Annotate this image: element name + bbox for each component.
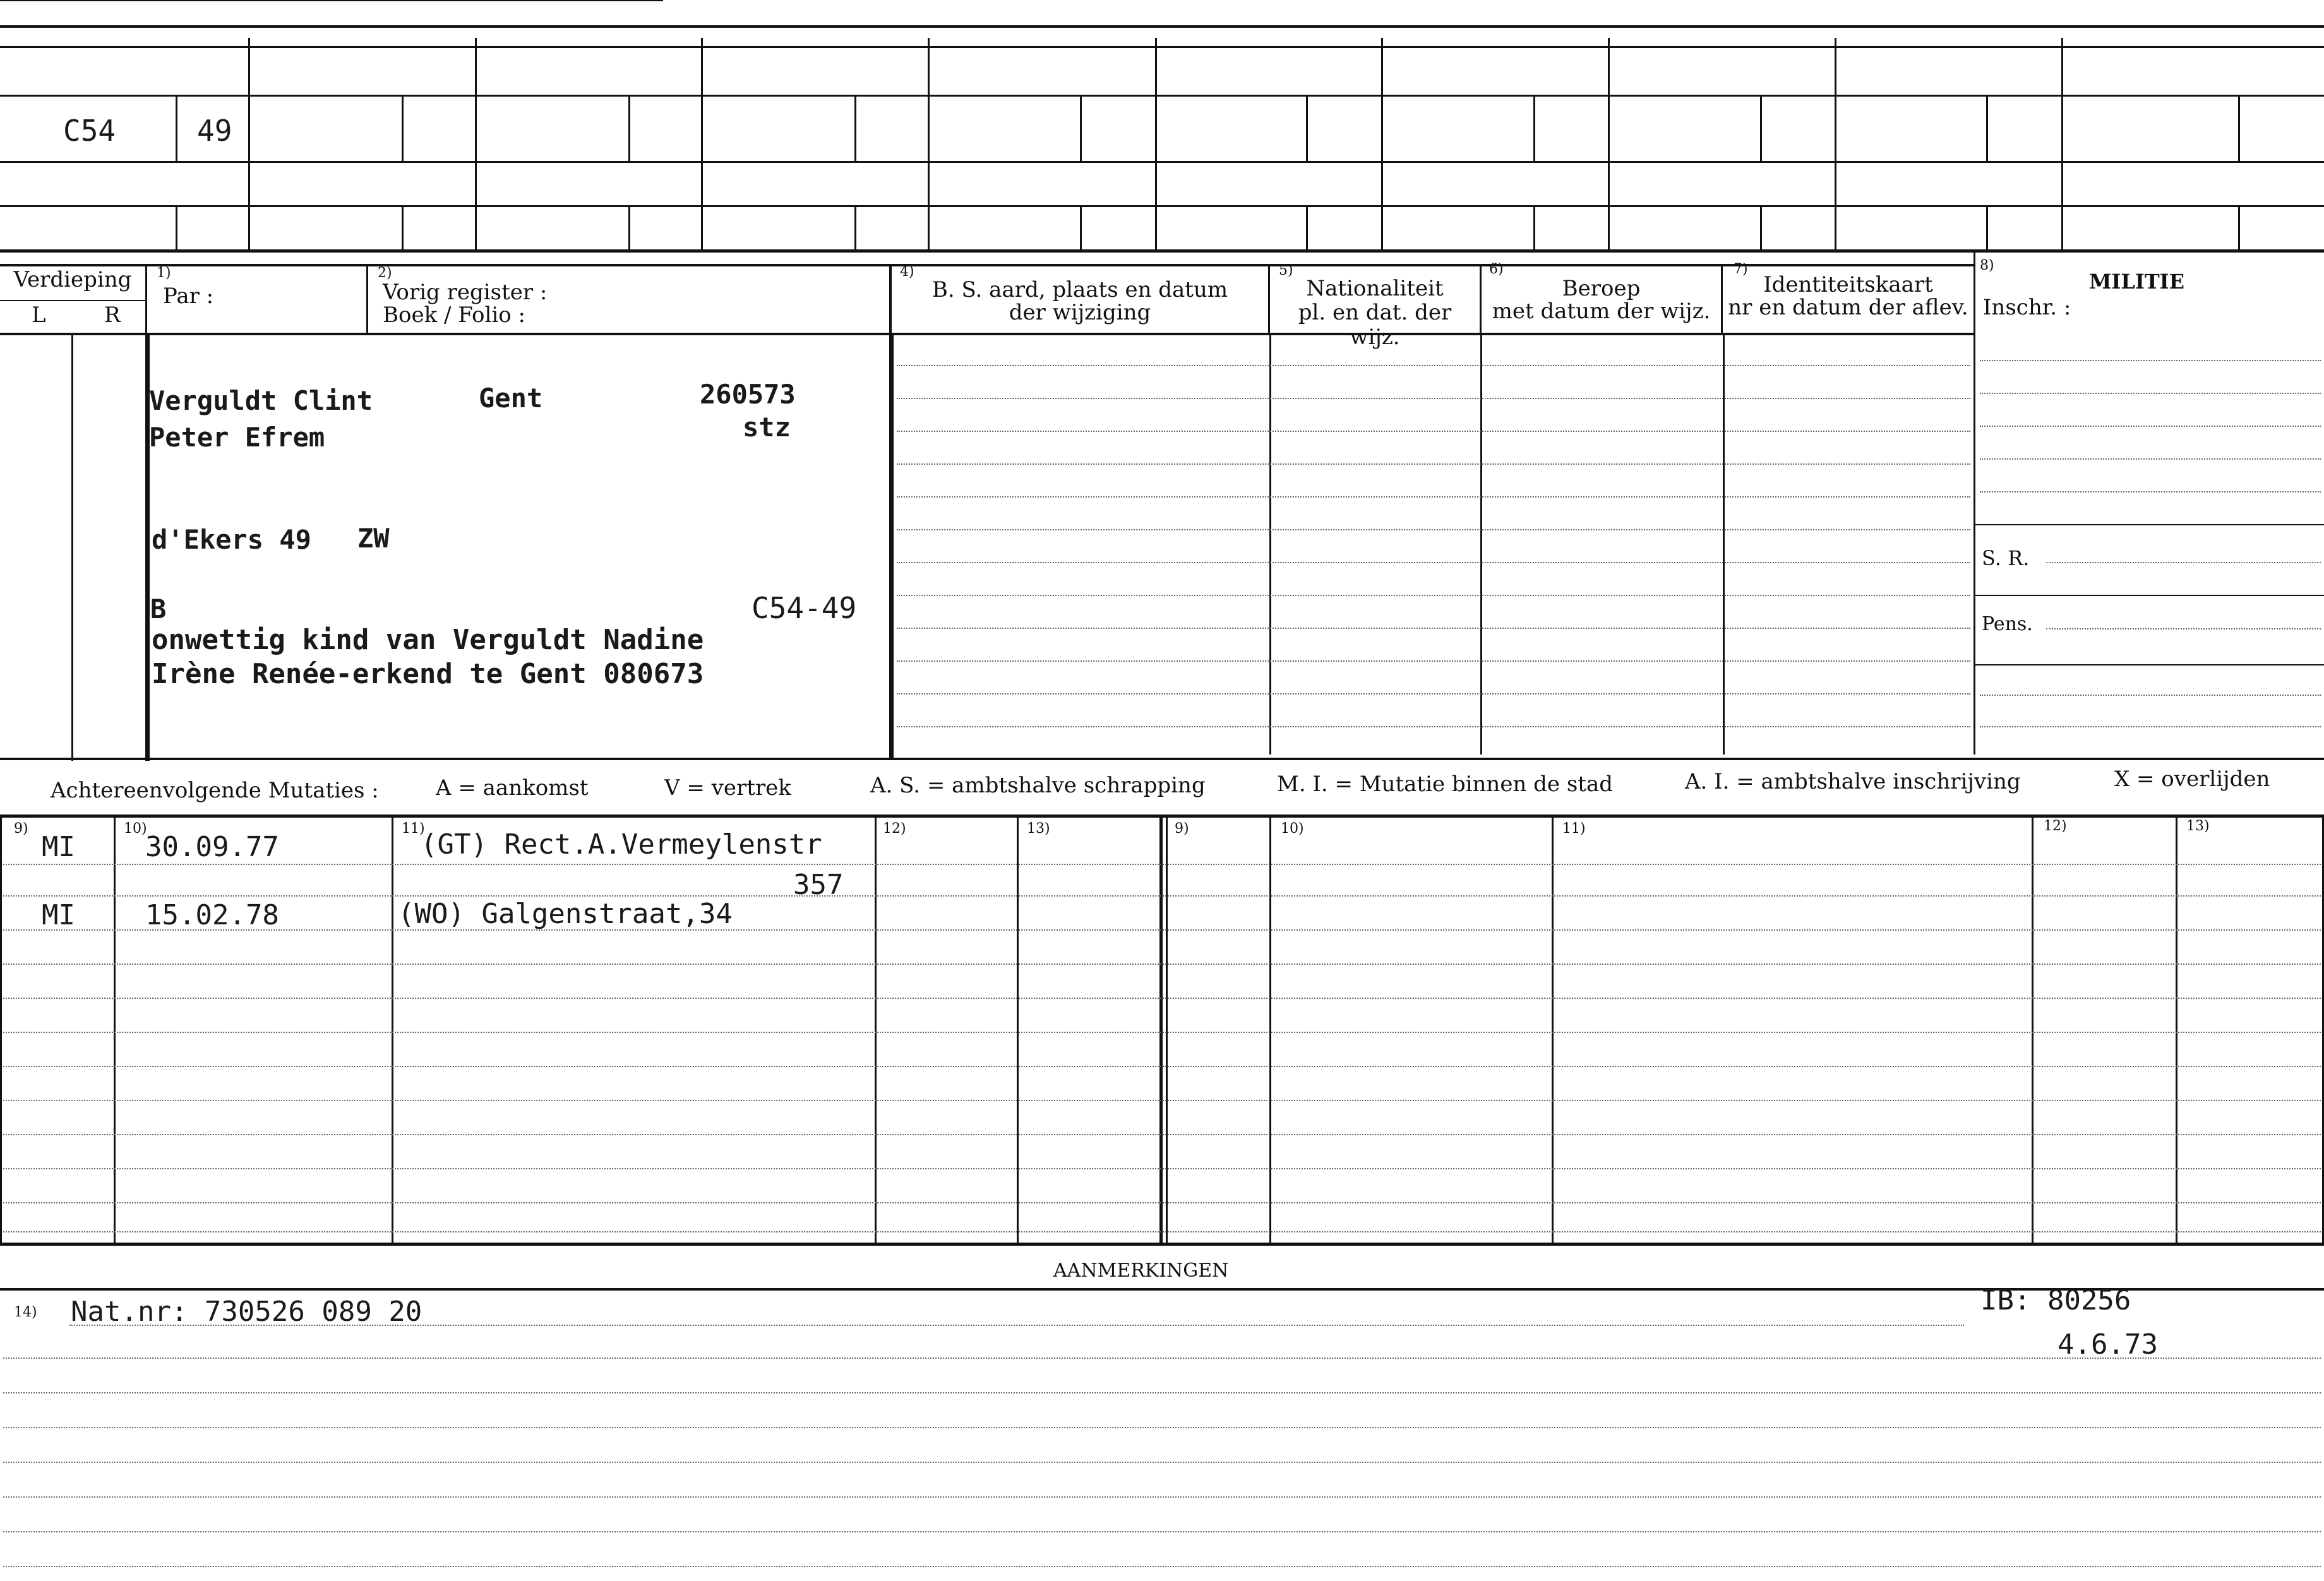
- top-cell-2: 49: [197, 114, 232, 148]
- person-reference: C54-49: [752, 591, 857, 625]
- verdieping-label: Verdieping: [13, 267, 132, 292]
- top-cell-1: C54: [63, 114, 116, 148]
- sr-label: S. R.: [1982, 546, 2030, 570]
- person-name-2: Peter Efrem: [149, 422, 325, 453]
- person-note-2: Irène Renée-erkend te Gent 080673: [152, 658, 704, 690]
- legend-vertrek: V = vertrek: [664, 775, 791, 801]
- legend-aankomst: A = aankomst: [436, 775, 589, 801]
- bs-label-2: der wijziging: [1009, 300, 1151, 325]
- nat-label-1: Nationaliteit: [1306, 276, 1444, 301]
- mut-col-13: 13): [1027, 821, 1050, 837]
- mut-col-9b: 9): [1175, 821, 1189, 837]
- mutation-2-date: 15.02.78: [145, 899, 279, 931]
- mut-col-10: 10): [124, 821, 147, 837]
- inschr-label: Inschr. :: [1983, 295, 2071, 320]
- legend-overlijden: X = overlijden: [2114, 767, 2270, 792]
- ib-number: IB: 80256: [1980, 1284, 2131, 1316]
- mut-col-9: 9): [14, 821, 28, 837]
- boek-folio-label: Boek / Folio :: [383, 302, 525, 328]
- id-number: 7): [1734, 261, 1748, 277]
- mutation-1-address: (GT) Rect.A.Vermeylenstr: [421, 828, 822, 861]
- legend-ambtshalve-inschrijving: A. I. = ambtshalve inschrijving: [1685, 769, 2021, 794]
- person-mark: B: [150, 594, 167, 624]
- remarks-title: AANMERKINGEN: [1053, 1260, 1229, 1282]
- person-code: stz: [743, 412, 791, 443]
- mut-col-10b: 10): [1281, 821, 1304, 837]
- r-label: R: [104, 302, 121, 328]
- mut-col-12: 12): [883, 821, 906, 837]
- mutation-1-extra: 357: [793, 869, 844, 901]
- id-label-1: Identiteitskaart: [1763, 272, 1933, 297]
- mut-col-11: 11): [402, 821, 425, 837]
- militie-number: 8): [1980, 258, 1994, 273]
- person-birthplace: Gent: [479, 383, 543, 414]
- mutation-1-type: MI: [42, 831, 75, 863]
- mutation-2-address: (WO) Galgenstraat,34: [398, 898, 733, 930]
- person-note-1: onwettig kind van Verguldt Nadine: [152, 624, 704, 656]
- person-address: d'Ekers 49: [152, 524, 311, 555]
- nat-label-2: pl. en dat. der wijz.: [1298, 300, 1452, 350]
- mutation-2-type: MI: [42, 899, 75, 931]
- l-label: L: [32, 302, 46, 328]
- militie-label: MILITIE: [2089, 270, 2185, 294]
- mutation-1-date: 30.09.77: [145, 831, 279, 863]
- mut-col-12b: 12): [2044, 818, 2067, 834]
- beroep-label-2: met datum der wijz.: [1492, 299, 1711, 324]
- mut-col-13b: 13): [2186, 818, 2210, 834]
- legend-ambtshalve-schrapping: A. S. = ambtshalve schrapping: [870, 773, 1206, 798]
- national-number: Nat.nr: 730526 089 20: [71, 1296, 422, 1328]
- beroep-number: 6): [1489, 261, 1504, 277]
- remarks-number: 14): [14, 1304, 37, 1320]
- pens-label: Pens.: [1982, 613, 2033, 635]
- par-number: 1): [157, 265, 171, 281]
- vorig-register-label: Vorig register :: [383, 280, 548, 305]
- nat-number: 5): [1279, 263, 1293, 278]
- person-name-1: Verguldt Clint: [149, 385, 373, 416]
- mut-col-11b: 11): [1562, 821, 1586, 837]
- person-birthdate: 260573: [700, 379, 796, 410]
- ib-date: 4.6.73: [2057, 1328, 2158, 1361]
- legend-title: Achtereenvolgende Mutaties :: [51, 778, 379, 803]
- vorig-number: 2): [378, 265, 392, 281]
- par-label: Par :: [163, 283, 214, 309]
- beroep-label-1: Beroep: [1562, 276, 1641, 301]
- legend-mutatie: M. I. = Mutatie binnen de stad: [1277, 772, 1613, 797]
- bs-number: 4): [900, 264, 914, 280]
- bs-label-1: B. S. aard, plaats en datum: [931, 277, 1228, 302]
- person-zone: ZW: [357, 523, 390, 554]
- id-label-2: nr en datum der aflev.: [1728, 295, 1968, 320]
